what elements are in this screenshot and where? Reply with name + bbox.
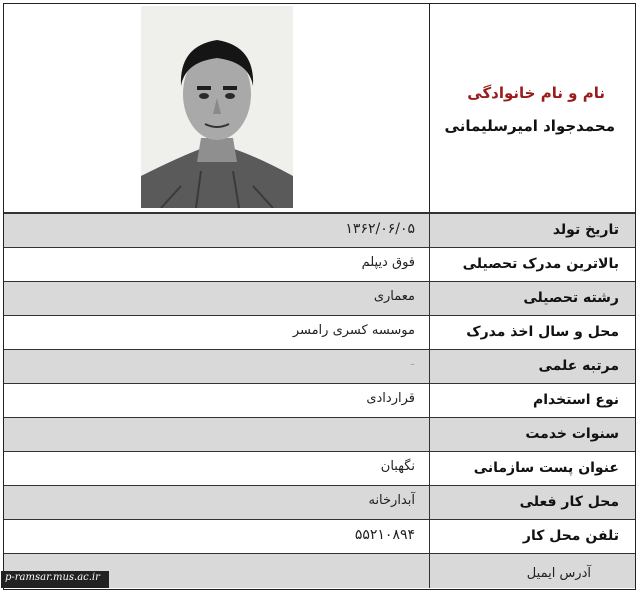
employment-label: نوع استخدام: [533, 392, 619, 408]
row-service-years: [4, 418, 635, 452]
workplace-label: محل کار فعلی: [519, 494, 619, 510]
row-divider: [429, 554, 430, 588]
profile-photo: [141, 6, 293, 208]
service-years-label: سنوات خدمت: [525, 426, 619, 442]
degree-value: فوق دیپلم: [361, 255, 415, 270]
header-divider: [429, 4, 430, 212]
position-label: عنوان پست سازمانی: [473, 460, 619, 476]
row-divider: [429, 214, 430, 247]
row-position: [4, 452, 635, 486]
birth-date-value: ۱۳۶۲/۰۶/۰۵: [345, 221, 415, 237]
phone-label: تلفن محل کار: [522, 528, 619, 544]
field-label: رشته تحصیلی: [523, 290, 619, 306]
birth-date-label: تاریخ تولد: [552, 222, 619, 238]
position-value: نگهبان: [380, 459, 415, 474]
name-value: محمدجواد امیرسلیمانی: [444, 117, 615, 135]
row-divider: [429, 520, 430, 553]
phone-value: ۵۵۲۱۰۸۹۴: [354, 527, 415, 543]
institution-label: محل و سال اخذ مدرک: [466, 324, 619, 340]
row-field: [4, 282, 635, 316]
row-divider: [429, 384, 430, 417]
site-url: p-ramsar.mus.ac.ir: [5, 572, 100, 583]
rank-label: مرتبه علمی: [538, 358, 619, 374]
row-degree: [4, 248, 635, 282]
row-rank: [4, 350, 635, 384]
row-divider: [429, 248, 430, 281]
row-divider: [429, 282, 430, 315]
row-divider: [429, 486, 430, 519]
profile-header: [4, 4, 635, 214]
workplace-value: آبدارخانه: [368, 493, 415, 508]
row-institution: [4, 316, 635, 350]
email-label: آدرس ایمیل: [526, 566, 591, 581]
row-employment: [4, 384, 635, 418]
row-divider: [429, 316, 430, 349]
rank-value: -: [410, 357, 415, 372]
field-value: معماری: [373, 289, 415, 304]
info-table: [4, 214, 635, 588]
name-label: نام و نام خانوادگی: [467, 84, 605, 102]
degree-label: بالاترین مدرک تحصیلی: [462, 256, 619, 272]
profile-card: [3, 3, 636, 590]
row-phone: [4, 520, 635, 554]
row-divider: [429, 418, 430, 451]
row-divider: [429, 452, 430, 485]
row-workplace: [4, 486, 635, 520]
institution-value: موسسه کسری رامسر: [292, 323, 415, 338]
row-divider: [429, 350, 430, 383]
employment-value: قراردادی: [366, 391, 415, 406]
row-birth-date: [4, 214, 635, 248]
site-watermark: [1, 571, 109, 588]
